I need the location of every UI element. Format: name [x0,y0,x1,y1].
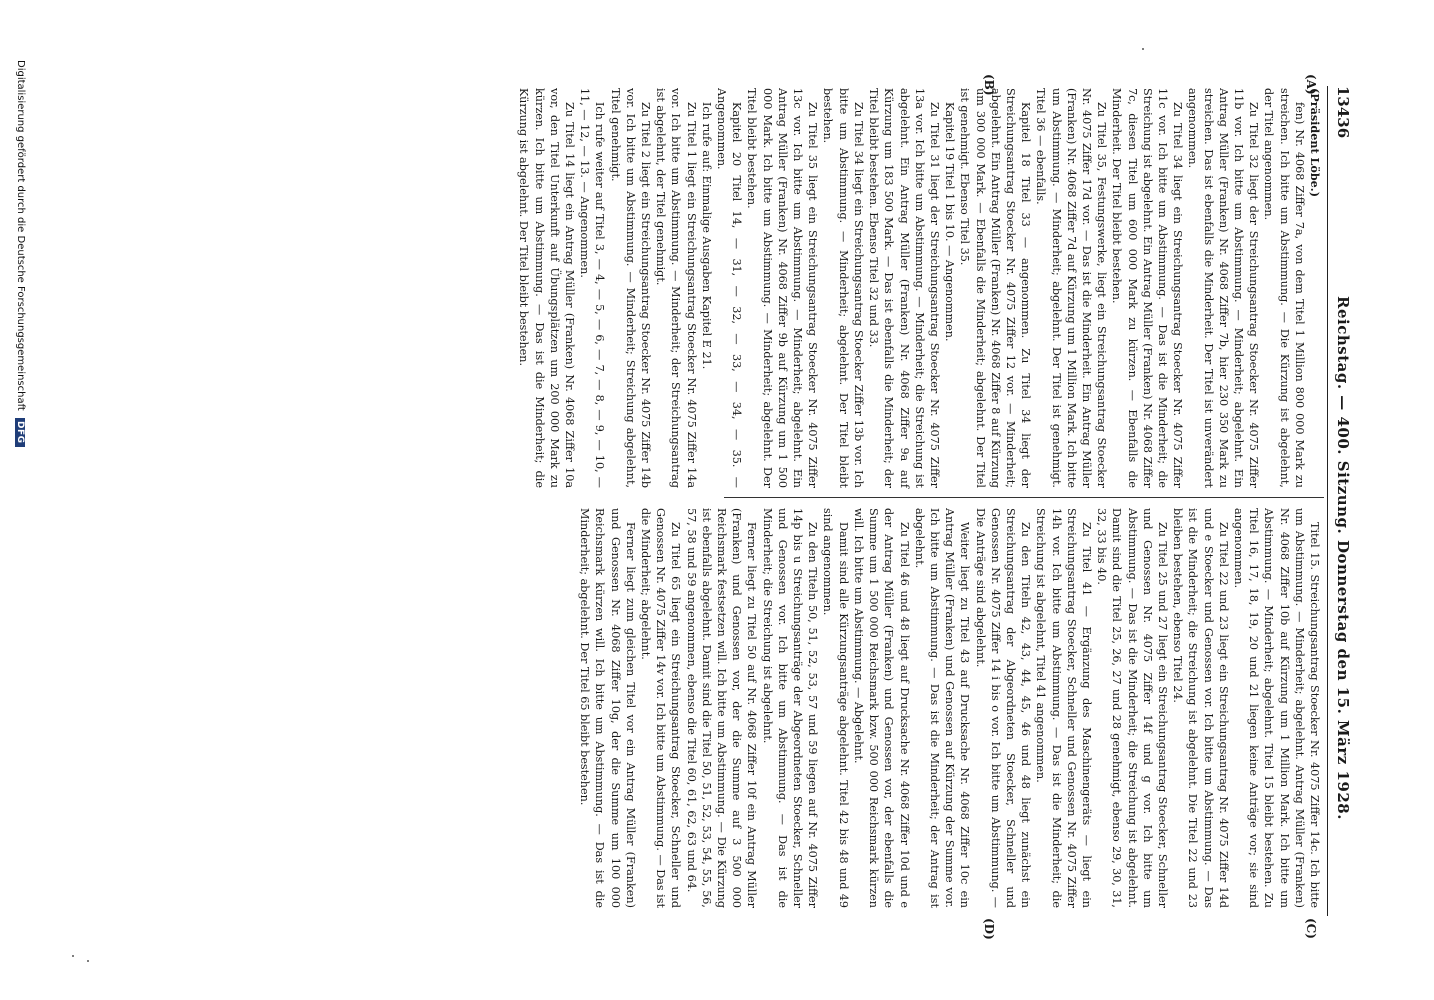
paragraph: Zu Titel 1 liegt ein Streichungsantrag Stoecker Nr. 4075 Ziffer 14a vor. Ich bitte um Abstimmung. — Minderheit; der Streichungsantrag ist abgelehnt, der Titel genehmigt. [654,88,698,488]
left-column [516,88,1322,488]
scan-speck [87,960,89,962]
paragraph: Ferner liegt zu Titel 50 auf Nr. 4068 Ziffer 10f ein Antrag Müller (Franken) und Genossen vor, der die Summe auf 3 500 000 Reichsmark festsetzen will. Ich bitte um Abstimmung. — Die Kürzung ist ebenfalls abgelehnt. Damit sind die Titel 50, 51, 52, 53, 54, 55, 56, 57, 58 und 59 angenommen, ebenso die Titel 60, 61, 62, 63 und 64. [684,508,759,908]
right-column [577,508,1322,908]
paragraph: Kapitel 20 Titel 14, — 31, — 32, — 33, — 34, — 35. — Angenommen. [715,88,744,488]
paragraph: Zu Titel 34 liegt ein Streichungsantrag Stoecker Nr. 4075 Ziffer 11c vor. Ich bitte um Abstimmung. — Das ist die Minderheit; die Streichung ist abgelehnt. Ein Antrag Müller (Franken) Nr. 4068 Ziffer 7c, diesen Titel um 600 000 Mark zu kürzen. — Ebenfalls die Minderheit. Der Titel bleibt bestehen. [1110,88,1185,488]
paragraph: Zu Titel 65 liegt ein Streichungsantrag Stoecker, Schneller und Genossen Nr. 4075 Ziffer 14v vor. Ich bitte um Abstimmung. — Das ist die Minderheit; abgelehnt. [639,508,683,908]
paragraph: Zu Titel 14 liegt ein Antrag Müller (Franken) Nr. 4068 Ziffer 10a vor, den Titel Unterkunft auf Übungsplätzen um 200 000 Mark zu kürzen. Ich bitte um Abstimmung. — Das ist die Minderheit; die Kürzung ist abgelehnt. Der Titel bleibt bestehen. [517,88,577,488]
paragraph: Zu den Titeln 50, 51, 52, 53, 57 und 59 liegen auf Nr. 4075 Ziffer 14p bis u Streichungsanträge der Abgeordneten Stoecker, Schneller und Genossen vor. Ich bitte um Abstimmung. — Das ist die Minderheit; die Streichung ist abgelehnt. [760,508,820,908]
paragraph: Zu Titel 31 liegt der Streichungsantrag Stoecker Nr. 4075 Ziffer 13a vor. Ich bitte um Abstimmung. — Minderheit; die Streichung ist abgelehnt. Ein Antrag Müller (Franken) Nr. 4068 Ziffer 9a auf Kürzung um 183 500 Mark. — Das ist ebenfalls die Minderheit; der Titel bleibt bestehen. Ebenso Titel 32 und 33. [867,88,941,488]
margin-marker-d: (D) [982,918,996,940]
speaker-label: (Präsident Löbe.) [1308,88,1322,197]
paragraph: Zu Titel 34 liegt ein Streichungsantrag Stoecker Ziffer 13b vor. Ich bitte um Abstimmung. — Minderheit; abgelehnt. Der Titel bleibt bestehen. [821,88,865,488]
scan-speck [1142,48,1144,50]
footer-credit: Digitalisierung gefördert durch die Deutsche Forschungsgemeinschaft [15,60,26,411]
margin-marker-a: (A) [1304,74,1318,95]
paragraph: Ich rufe weiter auf Titel 3, — 4, — 5, — 6, — 7, — 8, — 9, — 10, — 11, — 12, — 13. — Angenommen. [578,88,607,488]
paragraph: Zu Titel 41 — Ergänzung des Maschinengeräts — liegt ein Streichungsantrag Stoecker, Schneller und Genossen Nr. 4075 Ziffer 14h vor. Ich bitte um Abstimmung. — Das ist die Minderheit; die Streichung ist abgelehnt, Titel 41 angenommen. [1034,508,1093,908]
paragraph: Ich rufe auf: Einmalige Ausgaben Kapitel E 21. [699,102,713,370]
paragraph: Zu Titel 35, Festungswerke, liegt ein Streichungsantrag Stoecker Nr. 4075 Ziffer 17d vor. — Das ist die Minderheit. Ein Antrag Müller (Franken) Nr. 4068 Ziffer 7d auf Kürzung um 1 Million Mark. Ich bitte um Abstimmung. — Minderheit; abgelehnt. Der Titel ist genehmigt. Titel 36 — ebenfalls. [1034,88,1109,488]
page-title: Reichstag. — 400. Sitzung. Donnerstag den 15. März 1928. [1334,296,1352,820]
dfg-logo: DFG [15,418,25,447]
paragraph: Kapitel 18 Titel 33 — angenommen. Zu Titel 34 liegt der Streichungsantrag Stoecker Nr. 4075 Ziffer 12 vor. — Minderheit; abgelehnt. Ein Antrag Müller (Franken) Nr. 4068 Ziffer 8 auf Kürzung um 300 000 Mark. — Ebenfalls die Minderheit; abgelehnt. Der Titel ist genehmigt. Ebenso Titel 35. [958,88,1033,488]
header-rule [1327,86,1328,916]
page-number: 13436 [1334,86,1352,139]
paragraph: Zu Titel 22 und 23 liegt ein Streichungsantrag Nr. 4075 Ziffer 14d und e Stoecker und Genossen vor. Ich bitte um Abstimmung. — Das ist die Minderheit; die Streichung ist abgelehnt. Die Titel 22 und 23 bleiben bestehen, ebenso Titel 24. [1171,508,1230,908]
paragraph: Zu Titel 25 und 27 liegt ein Streichungsantrag Stoecker, Schneller und Genossen Nr. 4075 Ziffer 14f und g vor. Ich bitte um Abstimmung. — Das ist die Minderheit; die Streichung ist abgelehnt. Damit sind die Titel 25, 26, 27 und 28 genehmigt, ebenso 29, 30, 31, 32, 33 bis 40. [1095,508,1169,908]
scan-speck [72,955,74,957]
paragraph: Damit sind alle Kürzungsanträge abgelehnt. Titel 42 bis 48 und 49 sind angenommen. [821,508,850,908]
paragraph: Ferner liegt zum gleichen Titel vor ein Antrag Müller (Franken) und Genossen Nr. 4068 Ziffer 10g, der die Summe um 100 000 Reichsmark kürzen will. Ich bitte um Abstimmung. — Das ist die Minderheit; abgelehnt. Der Titel 65 bleibt bestehen. [578,508,637,908]
paragraph: Zu Titel 46 und 48 liegt auf Drucksache Nr. 4068 Ziffer 10d und e der Antrag Müller (Franken) und Genossen vor, der ebenfalls die Summe um 1 500 000 Reichsmark bzw. 500 000 Reichsmark kürzen will. Ich bitte um Abstimmung. — Abgelehnt. [851,508,911,908]
paragraph: fen) Nr. 4068 Ziffer 7a, von dem Titel 1 Million 800 000 Mark zu streichen. Ich bitte um Abstimmung. — Die Kürzung ist abgelehnt, der Titel angenommen. [1262,88,1306,488]
margin-marker-c: (C) [1304,918,1318,939]
digitization-footer [8,60,26,940]
paragraph: Zu Titel 2 liegt ein Streichungsantrag Stoecker Nr. 4075 Ziffer 14b vor. Ich bitte um Abstimmung. — Minderheit; Streichung abgelehnt, Titel genehmigt. [608,88,653,488]
paragraph: Zu Titel 35 liegt ein Streichungsantrag Stoecker Nr. 4075 Ziffer 13c vor. Ich bitte um Abstimmung. — Minderheit; abgelehnt. Ein Antrag Müller (Franken) Nr. 4068 Ziffer 9b auf Kürzung um 1 500 000 Mark. Ich bitte um Abstimmung. — Minderheit; abgelehnt. Der Titel bleibt bestehen. [745,88,820,488]
page-header [1330,86,1352,916]
paragraph: Kapitel 19 Titel 1 bis 10. — Angenommen. [943,102,957,342]
margin-marker-b: (B) [982,74,996,96]
paragraph: Zu Titel 32 liegt der Streichungsantrag Stoecker Nr. 4075 Ziffer 11b vor. Ich bitte um Abstimmung. — Minderheit; abgelehnt. Ein Antrag Müller (Franken) Nr. 4068 Ziffer 7b, hier 230 350 Mark zu streichen. Das ist ebenfalls die Minderheit. Der Titel ist unverändert angenommen. [1186,88,1261,488]
column-divider [724,497,1324,498]
paragraph: Titel 15. Streichungsantrag Stoecker Nr. 4075 Ziffer 14c. Ich bitte um Abstimmung. — Minderheit; abgelehnt. Antrag Müller (Franken) Nr. 4068 Ziffer 10b auf Kürzung um 1 Million Mark. Ich bitte um Abstimmung. — Minderheit; abgelehnt. Titel 15 bleibt bestehen. Zu Titel 16, 17, 18, 19, 20 und 21 liegen keine Anträge vor; sie sind angenommen. [1231,508,1321,908]
paragraph: Weiter liegt zu Titel 43 auf Drucksache Nr. 4068 Ziffer 10c ein Antrag Müller (Franken) und Genossen auf Kürzung der Summe vor. Ich bitte um Abstimmung. — Das ist die Minderheit; der Antrag ist abgelehnt. [912,508,972,908]
paragraph: Zu den Titeln 42, 43, 44, 45, 46 und 48 liegt zunächst ein Streichungsantrag der Abgeordneten Stoecker, Schneller und Genossen Nr. 4075 Ziffer 14 i bis o vor. Ich bitte um Abstimmung. — Die Anträge sind abgelehnt. [973,508,1033,908]
